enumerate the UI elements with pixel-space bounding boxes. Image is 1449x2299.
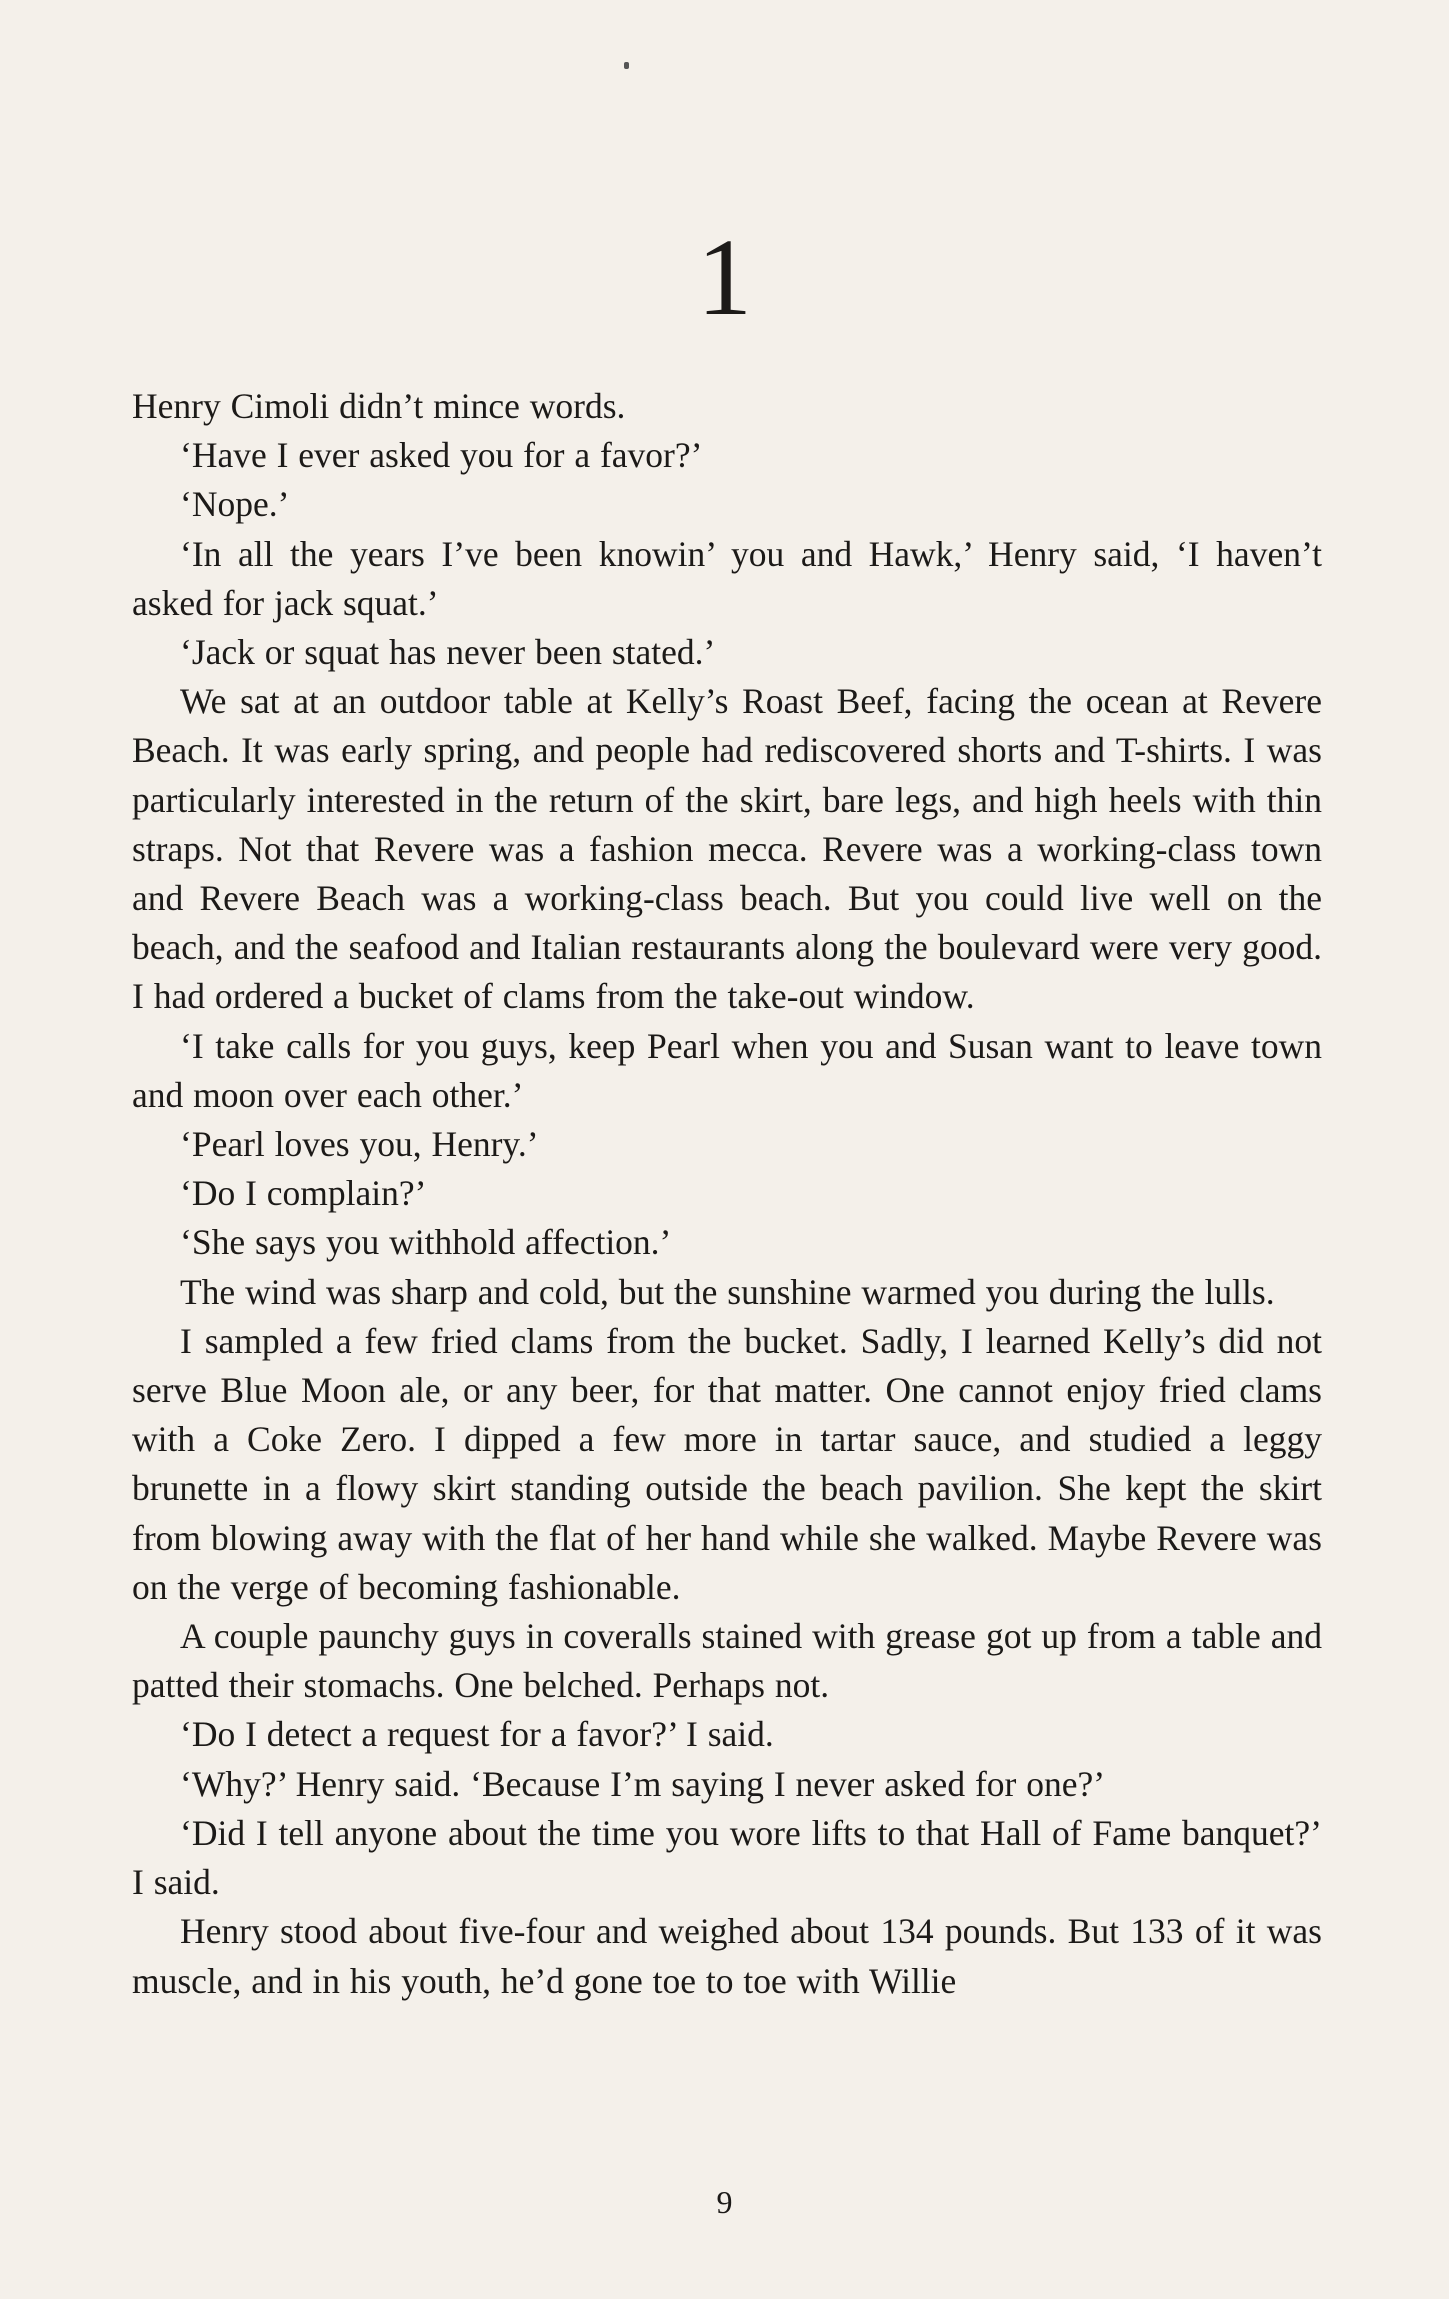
paragraph: ‘She says you withhold affection.’ bbox=[180, 1222, 672, 1263]
paragraph: ‘Pearl loves you, Henry.’ bbox=[180, 1124, 539, 1165]
paragraph: Henry Cimoli didn’t mince words. bbox=[132, 386, 626, 426]
paragraph: ‘Have I ever asked you for a favor?’ bbox=[180, 435, 703, 476]
paragraph: ‘Nope.’ bbox=[180, 484, 290, 525]
paragraph: Henry stood about five-four and weighed about 134 pounds. But 133 of it was muscle, and in his youth, he’d gone toe to toe with Willie bbox=[132, 1911, 1322, 2001]
page-number: 9 bbox=[716, 2184, 733, 2220]
paragraph: ‘Do I complain?’ bbox=[180, 1173, 427, 1214]
paragraph: We sat at an outdoor table at Kelly’s Roast Beef, facing the ocean at Revere Beach. It was early spring, and people had rediscovered shorts and T-shirts. I was particularly interested in the return of the skirt, bare legs, and high heels with thin straps. Not that Revere was a fashion mecca. Revere was a working-class town and Revere Beach was a working-class beach. But you could live well on the beach, and the seafood and Italian restaurants along the boulevard were very good. I had ordered a bucket of clams from the take-out window. bbox=[132, 681, 1322, 1017]
chapter-number: 1 bbox=[697, 216, 752, 338]
paragraph: A couple paunchy guys in coveralls stained with grease got up from a table and patted their stomachs. One belched. Perhaps not. bbox=[132, 1616, 1322, 1706]
paragraph: ‘Why?’ Henry said. ‘Because I’m saying I never asked for one?’ bbox=[180, 1763, 1106, 1804]
paragraph: ‘In all the years I’ve been knowin’ you and Hawk,’ Henry said, ‘I haven’t asked for jack squat.’ bbox=[132, 533, 1322, 623]
body-text bbox=[132, 382, 1322, 2006]
paragraph: ‘Do I detect a request for a favor?’ I said. bbox=[180, 1714, 774, 1755]
paragraph: ‘Did I tell anyone about the time you wore lifts to that Hall of Fame banquet?’ I said. bbox=[132, 1812, 1322, 1903]
paragraph: I sampled a few fried clams from the bucket. Sadly, I learned Kelly’s did not serve Blue Moon ale, or any beer, for that matter. One cannot enjoy fried clams with a Coke Zero. I dipped a few more in tartar sauce, and studied a leggy brunette in a flowy skirt standing outside the beach pavilion. She kept the skirt from blowing away with the flat of her hand while she walked. Maybe Revere was on the verge of becoming fashionable. bbox=[132, 1320, 1322, 1607]
paragraph: ‘Jack or squat has never been stated.’ bbox=[180, 632, 716, 673]
print-speck bbox=[624, 62, 629, 69]
paragraph: ‘I take calls for you guys, keep Pearl when you and Susan want to leave town and moon over each other.’ bbox=[132, 1025, 1322, 1115]
paragraph: The wind was sharp and cold, but the sunshine warmed you during the lulls. bbox=[180, 1271, 1275, 1312]
